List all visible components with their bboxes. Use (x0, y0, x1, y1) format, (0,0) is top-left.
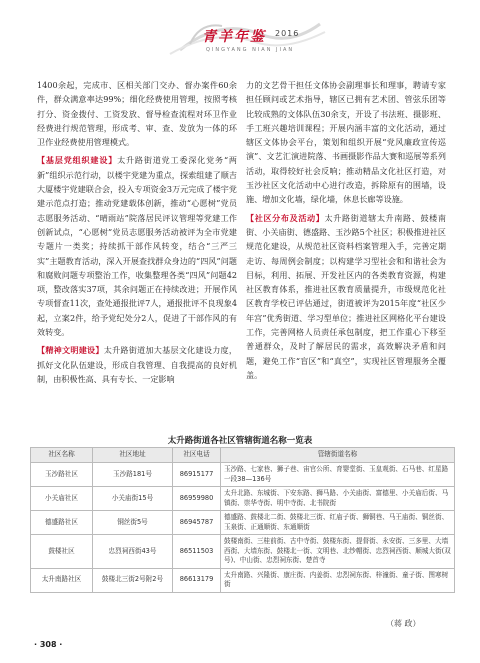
table-cell: 86959980 (173, 487, 221, 511)
column-header: 社区电话 (173, 448, 221, 463)
table-cell: 德盛路、鼓楼北二街、鼓楼北三街、红庙子街、狮铜巷、马王庙街、铜丝街、玉泉街、正通顺街、东通顺街 (221, 511, 455, 535)
table-row (31, 511, 455, 535)
section-community (246, 211, 446, 383)
table-cell: 太升南路社区 (31, 568, 93, 592)
table-cell: 鼓楼社区 (31, 535, 93, 569)
table-cell: 小关庙街15号 (93, 487, 173, 511)
table-cell: 鼓楼北三街2号附2号 (93, 568, 173, 592)
yearbook-title: 青羊年鉴 (202, 29, 266, 45)
column-header: 社区地址 (93, 448, 173, 463)
yearbook-subtitle: QINGYANG NIAN JIAN (206, 47, 295, 53)
table-header-row (31, 448, 455, 463)
table-cell: 鼓楼南街、三桂前街、古中寺街、鼓楼东街、提督街、永安街、三多里、大墙西街、大墙东街、鼓楼北一街、文明巷、北纱帽街、忠烈祠西街、顺城大街(双号)、中山街、忠烈祠东街、楚首寺 (221, 535, 455, 569)
page-number: · 308 · (34, 640, 63, 649)
table-row (31, 535, 455, 569)
left-column (37, 78, 237, 386)
paragraph: 1400余起，完成市、区相关部门交办、督办案件60余件，群众满意率达99%；细化经费使用管理，按照考核打分、资金拨付、工资发放、督导检查流程对环卫作业经费进行规范管理，形成考、审、查、发放为一体的环卫作业经费使用管理模式。 (37, 80, 237, 148)
table-cell: 德盛路社区 (31, 511, 93, 535)
table-row (31, 463, 455, 487)
table-cell: 小关庙社区 (31, 487, 93, 511)
yearbook-year: 2016 (275, 29, 300, 38)
table-cell: 86945787 (173, 511, 221, 535)
community-table (30, 447, 455, 593)
table-row (31, 568, 455, 592)
section-keyword: 【精神文明建设】 (37, 345, 104, 356)
table-cell: 太升南路、兴隆街、康庄街、内姜街、忠烈祠东街、梓潼街、童子街、图寒树街 (221, 568, 455, 592)
section-party-building (37, 153, 237, 339)
table-cell: 忠烈祠西街43号 (93, 535, 173, 569)
table-cell: 86511503 (173, 535, 221, 569)
section-text: 太升路街道加大基层文化建设力度，抓好文化队伍建设，形成自我管理、自我提高的良好机制，由积极性高、具有专长、一定影响 (37, 345, 237, 384)
section-text: 太升路街道党工委深化党务“两新”组织示范行动，以楼宇党建为重点，探索组建了顺吉大厦楼宇党建联合会，投入专项资金3万元完成了楼宇党建示范点打造；推动党建载体创新，推动“心愿树”党员志愿服务活动、“晴雨站”院落居民评议管理等党建工作创新试点，“心愿树”党员志愿服务活动被评为全市党建专题片一类奖；持续抓干部作风转变，结合“三严三实”主题教育活动，深入开展查找群众身边的“四风”问题和腐败问题专项整治工作，收集整理各类“四风”问题42项，整改落实37项，其余问题正在持续改进；开展作风专项督查11次，查处通报批评7人，通报批评不良现象4起，立案2件，给予党纪处分2人，促进了干部作风的有效转变。 (37, 155, 237, 338)
table-cell: 玉沙路社区 (31, 463, 93, 487)
paragraph: 力的文艺骨干担任文体协会副理事长和理事，聘请专家担任顾问或艺术指导，辖区已拥有艺术团、管弦乐团等比较成熟的文体队伍30余支，开设了书法班、摄影班、手工班兴趣培训课程；开展内涵丰富的文化活动，通过辖区文体协会平台，策划和组织开展“党风廉政宣传巡演”、文艺汇演进院落、书画摄影作品大赛和巡展等系列活动，取得较好社会反响；推动精品文化社区打造，对玉沙社区文化活动中心进行改造，拆除原有的围墙，设施、增加文化墙，绿化墙，休息长廊等设施。 (246, 80, 446, 205)
section-keyword: 【社区分布及活动】 (246, 212, 325, 223)
section-keyword: 【基层党组织建设】 (37, 155, 118, 166)
table-cell: 86915177 (173, 463, 221, 487)
table-title: 太升路街道各社区管辖街道名称一览表 (167, 436, 313, 446)
table-cell: 86613179 (173, 568, 221, 592)
author-credit: （蒋 政） (386, 619, 421, 628)
table-cell: 铜丝街5号 (93, 511, 173, 535)
section-civilization (37, 343, 237, 386)
table-cell: 玉沙路181号 (93, 463, 173, 487)
table-cell: 太升北路、东城街、下安东路、狮马路、小关庙街、富德里、小关庙后街、马镇街、崇华寺街、明中寺街、北书院街 (221, 487, 455, 511)
right-column (246, 78, 446, 382)
column-header: 社区名称 (31, 448, 93, 463)
column-header: 管辖街道名称 (221, 448, 455, 463)
page-header (0, 0, 480, 72)
table-row (31, 487, 455, 511)
table-cell: 玉沙路、七家巷、狮子巷、宙官公所、育婴堂街、玉皇观街、石马巷、红星路一段38—136号 (221, 463, 455, 487)
section-text: 太升路街道辖太升南路、鼓楼南街、小关庙街、德盛路、玉沙路5个社区；积极推进社区规范化建设，从规范社区资料档案管理入手，完善定期走访、每周例会制度；以构建学习型社会和和谐社会为目标，利用、拓展、开发社区内的各类教育资源，构建社区教育体系，推进社区教育质量提升，市级规范化社区教育学校已评估通过，街道被评为2015年度“社区少年宫”优秀街道、学习型单位；推进社区网格化平台建设工作，完善网格人员责任承包制度，把工作重心下移至普通群众，及时了解居民的需求，高效解决矛盾和问题，避免工作“盲区”和“真空”，实现社区管理服务全覆盖。 (246, 212, 446, 380)
